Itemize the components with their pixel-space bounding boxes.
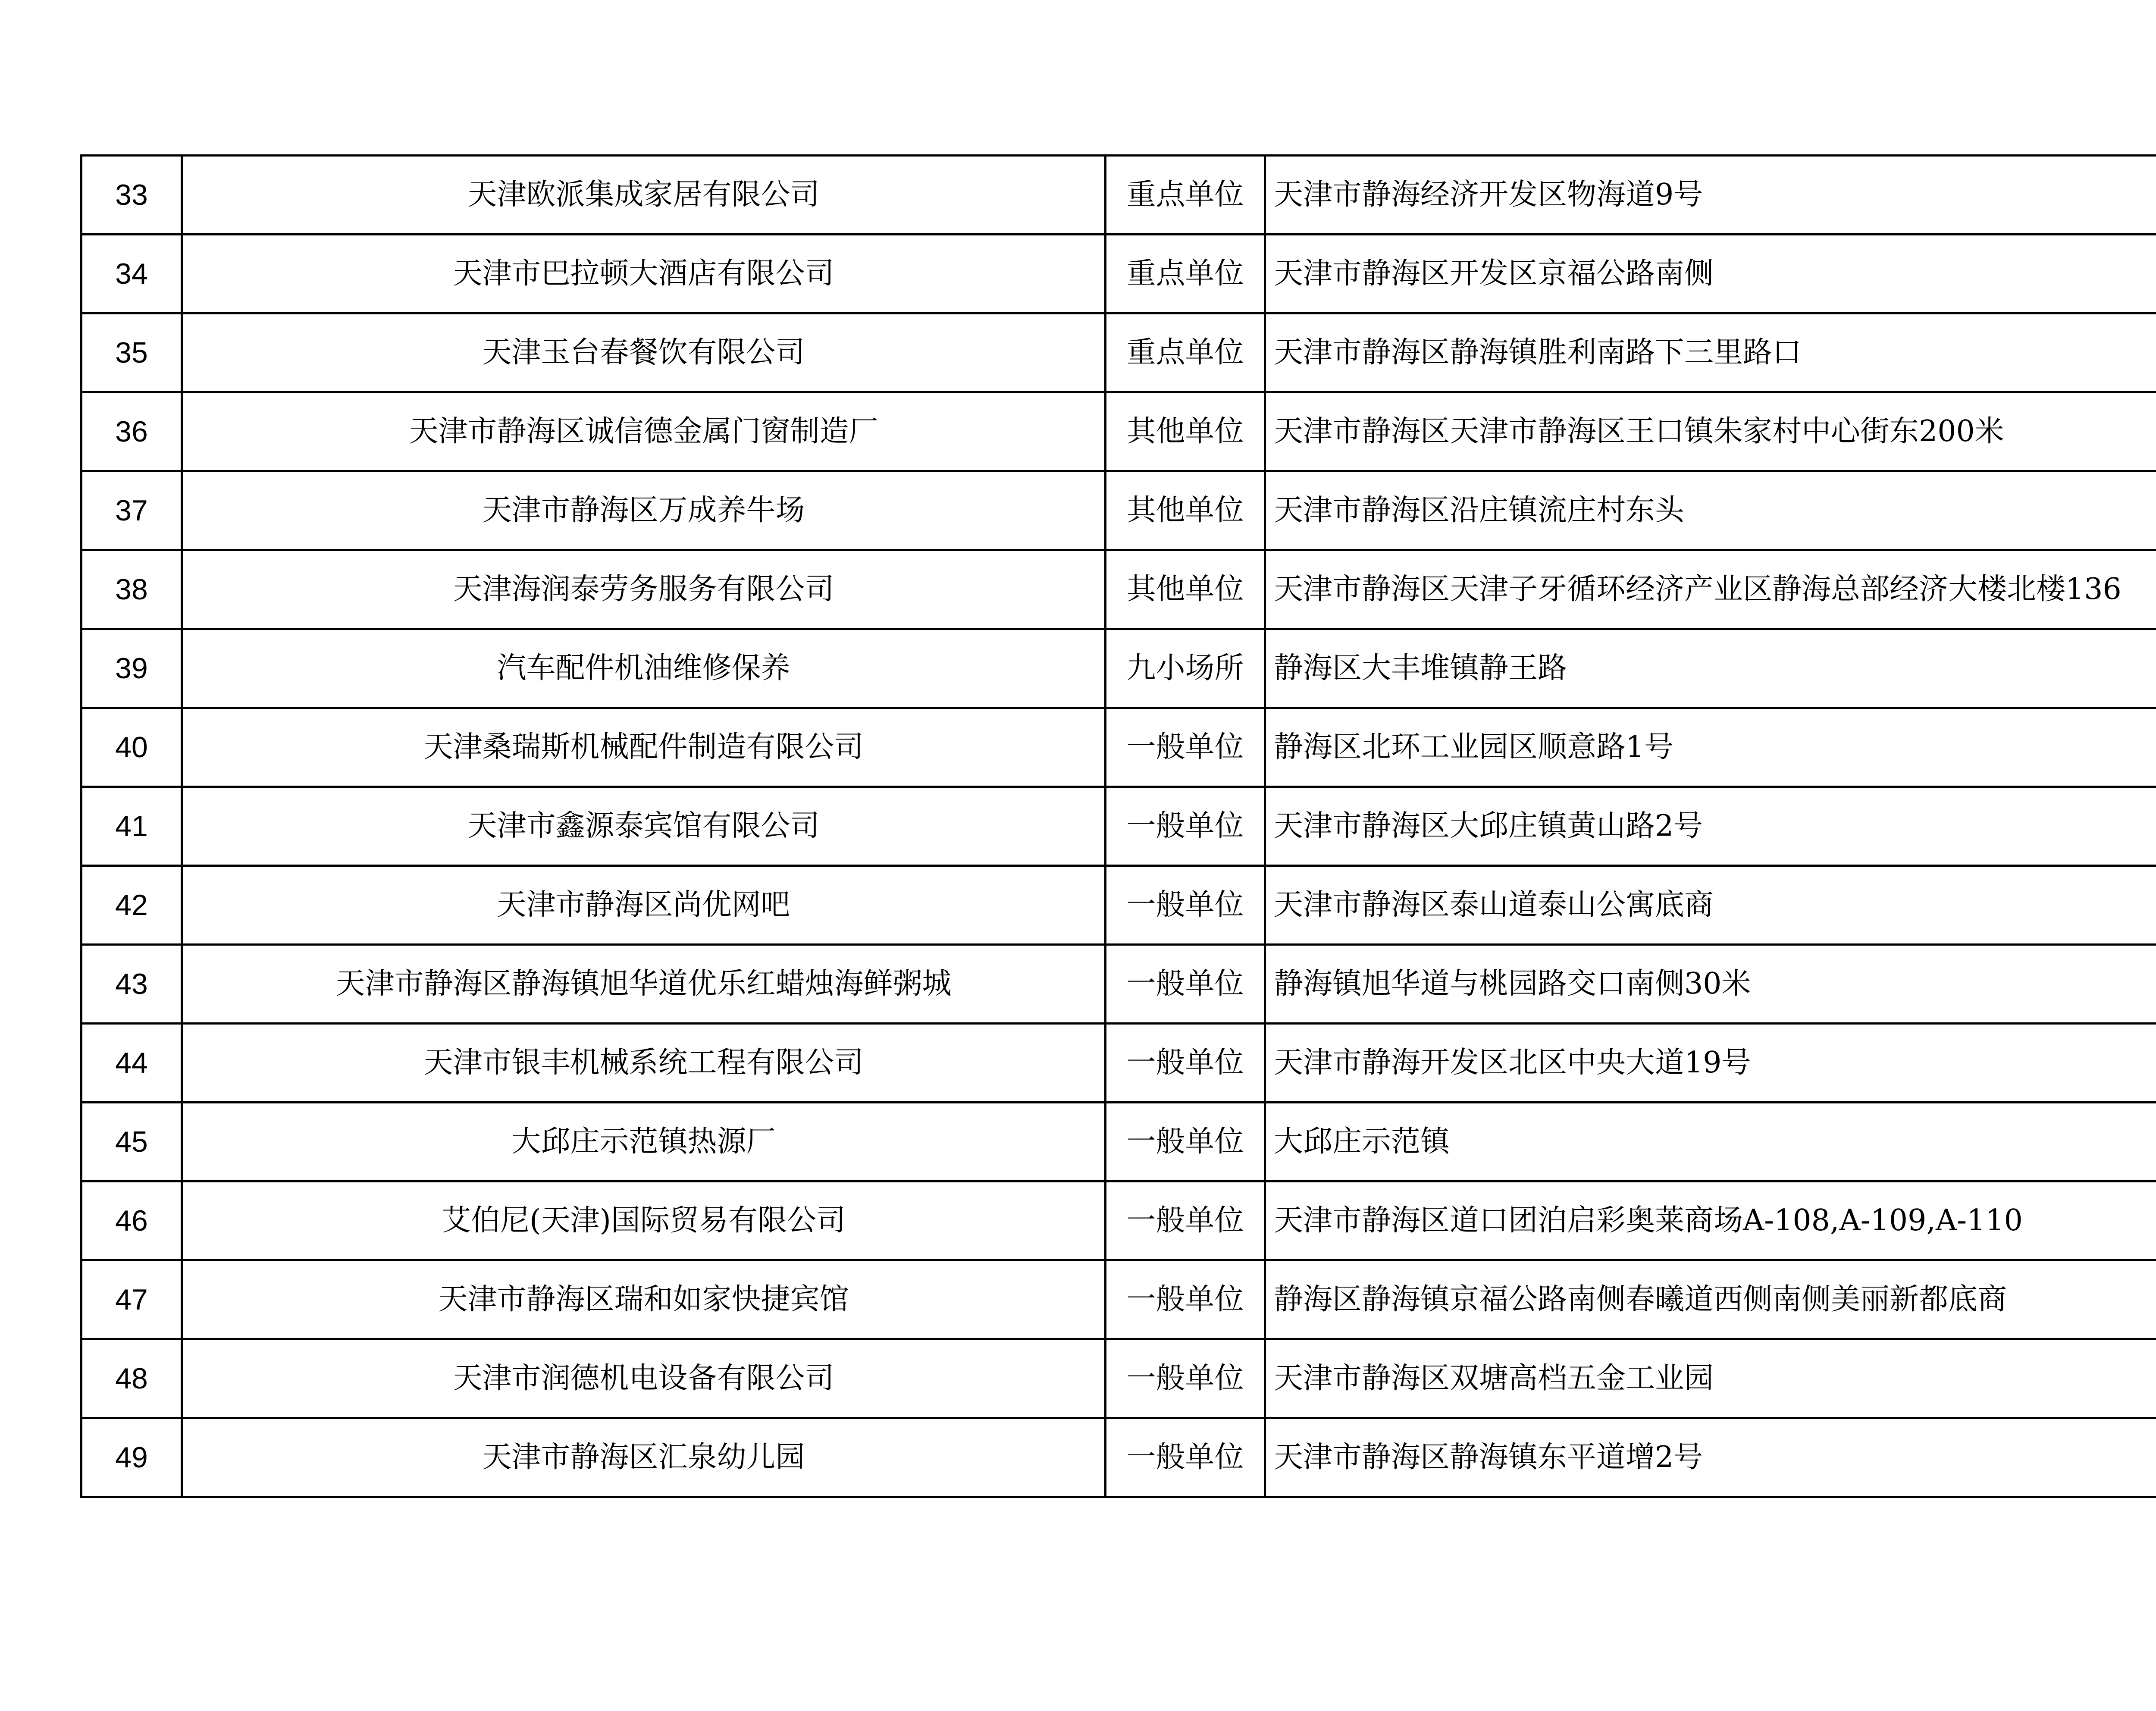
table-row: [81, 945, 2156, 1024]
unit-type: 一般单位: [1106, 708, 1265, 787]
row-number: 48: [81, 1339, 182, 1418]
unit-type: 一般单位: [1106, 1024, 1265, 1103]
row-number: 34: [81, 235, 182, 313]
table-row: [81, 1024, 2156, 1103]
unit-name: 天津市静海区诚信德金属门窗制造厂: [182, 392, 1106, 471]
unit-name: 汽车配件机油维修保养: [182, 629, 1106, 708]
row-number: 40: [81, 708, 182, 787]
inspection-table: [80, 154, 2156, 1498]
unit-name: 天津桑瑞斯机械配件制造有限公司: [182, 708, 1106, 787]
row-number: 49: [81, 1418, 182, 1497]
unit-name: 天津市银丰机械系统工程有限公司: [182, 1024, 1106, 1103]
unit-type: 一般单位: [1106, 1339, 1265, 1418]
row-number: 41: [81, 787, 182, 866]
row-number: 42: [81, 866, 182, 945]
table-row: [81, 550, 2156, 629]
unit-type: 一般单位: [1106, 1181, 1265, 1260]
row-number: 33: [81, 156, 182, 235]
unit-type: 其他单位: [1106, 550, 1265, 629]
table-row: [81, 313, 2156, 392]
table-row: [81, 787, 2156, 866]
unit-type: 重点单位: [1106, 235, 1265, 313]
unit-address: 天津市静海区静海镇胜利南路下三里路口: [1265, 313, 2156, 392]
unit-name: 大邱庄示范镇热源厂: [182, 1103, 1106, 1181]
unit-type: 其他单位: [1106, 392, 1265, 471]
unit-type: 重点单位: [1106, 313, 1265, 392]
unit-address: 天津市静海区沿庄镇流庄村东头: [1265, 471, 2156, 550]
unit-type: 一般单位: [1106, 1103, 1265, 1181]
table-body: [81, 156, 2156, 1497]
row-number: 35: [81, 313, 182, 392]
table-row: [81, 708, 2156, 787]
unit-name: 艾伯尼(天津)国际贸易有限公司: [182, 1181, 1106, 1260]
unit-type: 一般单位: [1106, 1260, 1265, 1339]
unit-name: 天津玉台春餐饮有限公司: [182, 313, 1106, 392]
unit-type: 一般单位: [1106, 1418, 1265, 1497]
unit-address: 天津市静海区大邱庄镇黄山路2号: [1265, 787, 2156, 866]
unit-type: 一般单位: [1106, 866, 1265, 945]
table-row: [81, 1103, 2156, 1181]
unit-address: 天津市静海区泰山道泰山公寓底商: [1265, 866, 2156, 945]
table-row: [81, 471, 2156, 550]
unit-type: 重点单位: [1106, 156, 1265, 235]
unit-name: 天津市静海区尚优网吧: [182, 866, 1106, 945]
unit-address: 天津市静海区天津市静海区王口镇朱家村中心街东200米: [1265, 392, 2156, 471]
unit-address: 天津市静海开发区北区中央大道19号: [1265, 1024, 2156, 1103]
unit-address: 天津市静海区静海镇东平道增2号: [1265, 1418, 2156, 1497]
row-number: 38: [81, 550, 182, 629]
row-number: 44: [81, 1024, 182, 1103]
unit-name: 天津市静海区汇泉幼儿园: [182, 1418, 1106, 1497]
unit-type: 一般单位: [1106, 787, 1265, 866]
row-number: 47: [81, 1260, 182, 1339]
table-row: [81, 235, 2156, 313]
table-row: [81, 629, 2156, 708]
unit-address: 天津市静海区双塘高档五金工业园: [1265, 1339, 2156, 1418]
unit-address: 静海镇旭华道与桃园路交口南侧30米: [1265, 945, 2156, 1024]
unit-address: 天津市静海区天津子牙循环经济产业区静海总部经济大楼北楼136: [1265, 550, 2156, 629]
unit-type: 九小场所: [1106, 629, 1265, 708]
row-number: 45: [81, 1103, 182, 1181]
table-row: [81, 1181, 2156, 1260]
unit-type: 一般单位: [1106, 945, 1265, 1024]
unit-address: 天津市静海经济开发区物海道9号: [1265, 156, 2156, 235]
row-number: 46: [81, 1181, 182, 1260]
unit-name: 天津市静海区万成养牛场: [182, 471, 1106, 550]
table-row: [81, 1418, 2156, 1497]
unit-name: 天津市润德机电设备有限公司: [182, 1339, 1106, 1418]
unit-address: 静海区北环工业园区顺意路1号: [1265, 708, 2156, 787]
unit-address: 天津市静海区开发区京福公路南侧: [1265, 235, 2156, 313]
row-number: 36: [81, 392, 182, 471]
unit-address: 静海区静海镇京福公路南侧春曦道西侧南侧美丽新都底商: [1265, 1260, 2156, 1339]
unit-address: 大邱庄示范镇: [1265, 1103, 2156, 1181]
unit-type: 其他单位: [1106, 471, 1265, 550]
table-row: [81, 866, 2156, 945]
table-row: [81, 1260, 2156, 1339]
table-row: [81, 1339, 2156, 1418]
unit-address: 天津市静海区道口团泊启彩奥莱商场A-108,A-109,A-110: [1265, 1181, 2156, 1260]
unit-address: 静海区大丰堆镇静王路: [1265, 629, 2156, 708]
unit-name: 天津市巴拉顿大酒店有限公司: [182, 235, 1106, 313]
table-row: [81, 156, 2156, 235]
unit-name: 天津市鑫源泰宾馆有限公司: [182, 787, 1106, 866]
row-number: 37: [81, 471, 182, 550]
document-page: [80, 154, 2156, 1498]
row-number: 39: [81, 629, 182, 708]
row-number: 43: [81, 945, 182, 1024]
table-row: [81, 392, 2156, 471]
unit-name: 天津海润泰劳务服务有限公司: [182, 550, 1106, 629]
unit-name: 天津市静海区静海镇旭华道优乐红蜡烛海鲜粥城: [182, 945, 1106, 1024]
unit-name: 天津市静海区瑞和如家快捷宾馆: [182, 1260, 1106, 1339]
unit-name: 天津欧派集成家居有限公司: [182, 156, 1106, 235]
